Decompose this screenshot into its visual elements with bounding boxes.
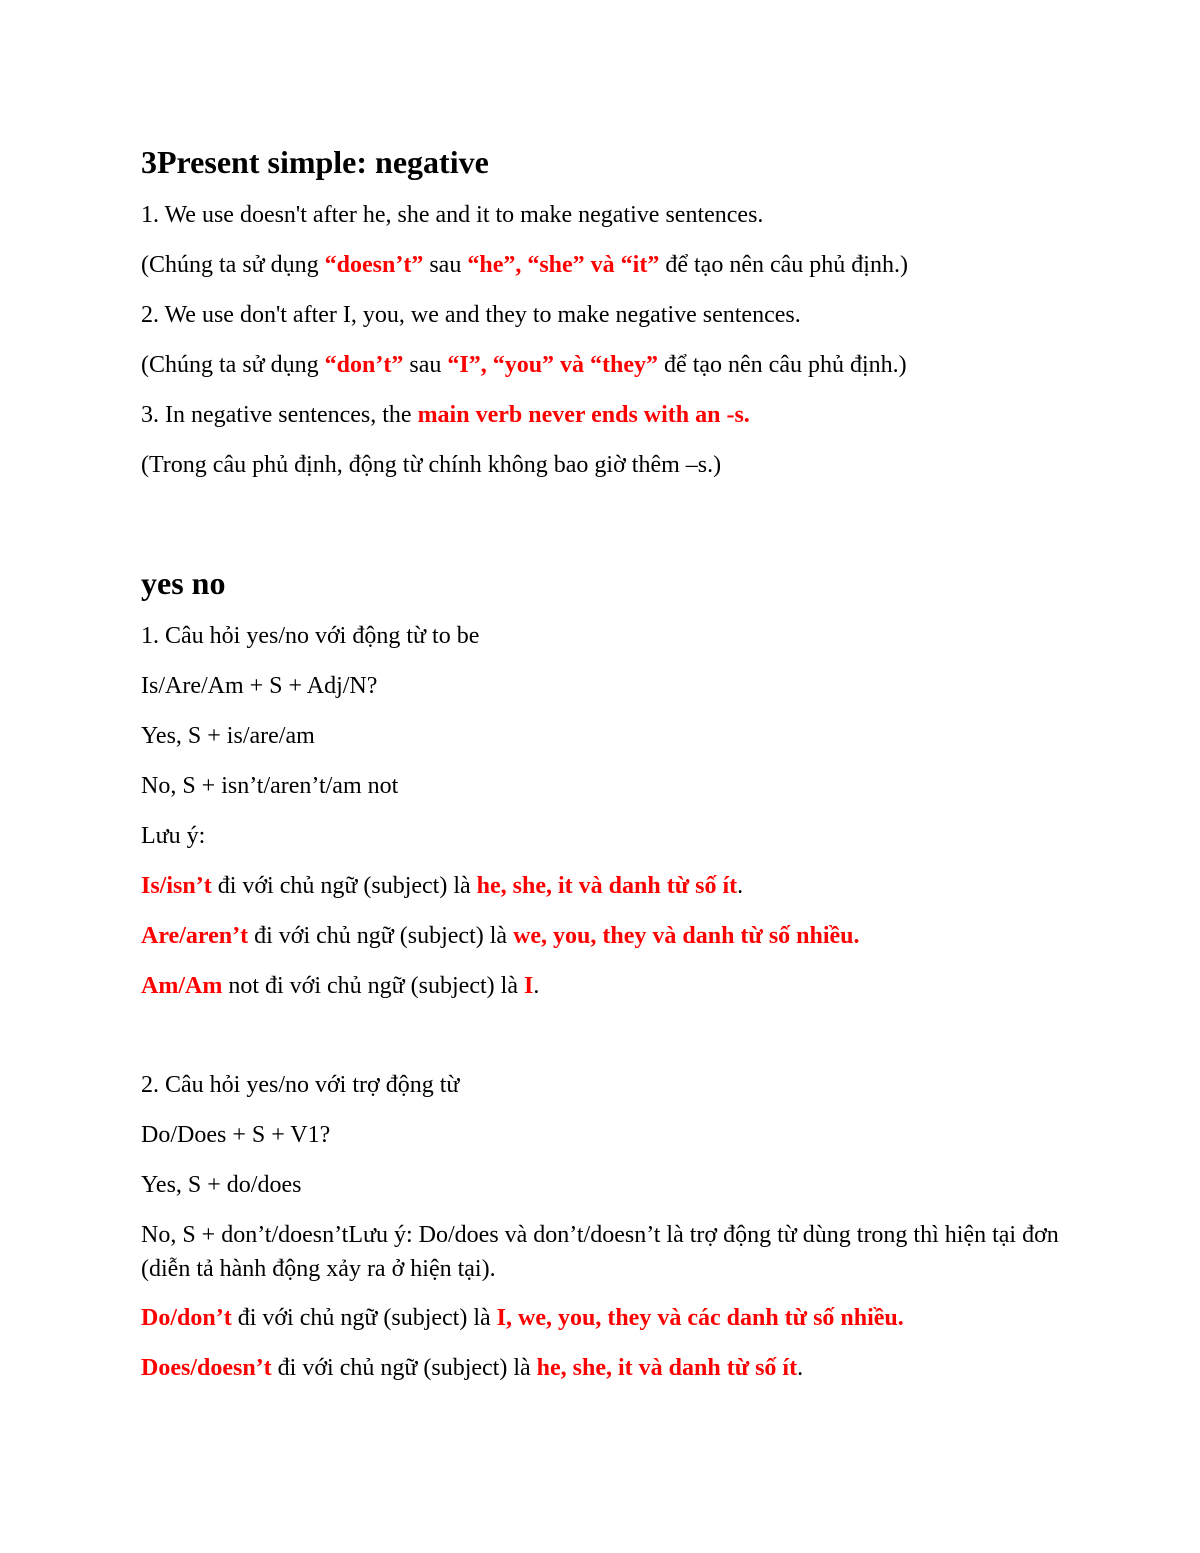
text-segment: . — [797, 1355, 804, 1381]
negative-rule-1: 1. We use doesn't after he, she and it to make negative sentences. — [141, 202, 764, 228]
text-segment: . — [533, 973, 540, 999]
formula-aux-no-and-note: No, S + don’t/doesn’tLưu ý: Do/does và don’t/doesn’t là trợ động từ dùng trong thì hiện tại đơn (diễn tả hành động xảy ra ở hiện tại). — [141, 1222, 1059, 1282]
highlight-singular-subjects: he, she, it và danh từ số ít — [476, 873, 738, 899]
highlight-i: I — [523, 973, 534, 999]
highlight-do-dont: Do/don’t — [141, 1305, 232, 1331]
text-segment: not đi với chủ ngữ (subject) là — [222, 973, 524, 999]
highlight-plural-subjects: we, you, they và danh từ số nhiều. — [513, 923, 860, 949]
highlight-is-isnt: Is/isn’t — [141, 873, 212, 899]
negative-rule-2: 2. We use don't after I, you, we and they to make negative sentences. — [141, 302, 801, 328]
text-segment: sau — [423, 252, 468, 278]
note-label: Lưu ý: — [141, 823, 206, 849]
yes-no-auxiliary-heading: 2. Câu hỏi yes/no với trợ động từ — [141, 1072, 460, 1098]
section-title-yes-no: yes no — [141, 565, 226, 601]
text-segment: 3. In negative sentences, the — [141, 402, 418, 428]
negative-rule-3 — [141, 399, 1071, 432]
highlight-are-arent: Are/aren’t — [141, 923, 249, 949]
highlight-doesnt: “doesn’t” — [324, 252, 424, 278]
highlight-am: Am/Am — [141, 973, 223, 999]
highlight-main-verb: main verb never ends with an -s. — [417, 402, 750, 428]
formula-to-be-no: No, S + isn’t/aren’t/am not — [141, 773, 399, 799]
text-segment: sau — [403, 352, 448, 378]
highlight-singular-subjects-aux: he, she, it và danh từ số ít — [536, 1355, 798, 1381]
note-is-isnt — [141, 870, 1071, 903]
highlight-he-she-it: “he”, “she” và “it” — [467, 252, 660, 278]
negative-rule-1-translation — [141, 249, 1071, 282]
text-segment: (Chúng ta sử dụng — [141, 352, 325, 378]
text-segment: . — [737, 873, 744, 899]
note-does-doesnt — [141, 1352, 1071, 1385]
note-am — [141, 970, 1071, 1003]
highlight-plural-subjects-aux: I, we, you, they và các danh từ số nhiều. — [496, 1305, 904, 1331]
note-do-dont — [141, 1302, 1071, 1335]
text-segment: đi với chủ ngữ (subject) là — [211, 873, 477, 899]
section-title-negative: 3Present simple: negative — [141, 144, 489, 180]
highlight-i-you-they: “I”, “you” và “they” — [447, 352, 659, 378]
text-segment: để tạo nên câu phủ định.) — [658, 352, 907, 378]
note-are-arent — [141, 920, 1071, 953]
formula-aux-yes: Yes, S + do/does — [141, 1172, 302, 1198]
document-page — [141, 140, 1071, 1385]
highlight-dont: “don’t” — [324, 352, 404, 378]
text-segment: đi với chủ ngữ (subject) là — [248, 923, 514, 949]
text-segment: đi với chủ ngữ (subject) là — [271, 1355, 537, 1381]
highlight-does-doesnt: Does/doesn’t — [141, 1355, 272, 1381]
text-segment: (Chúng ta sử dụng — [141, 252, 325, 278]
formula-aux-question: Do/Does + S + V1? — [141, 1122, 331, 1148]
negative-rule-2-translation — [141, 349, 1071, 382]
text-segment: đi với chủ ngữ (subject) là — [231, 1305, 497, 1331]
yes-no-to-be-heading: 1. Câu hỏi yes/no với động từ to be — [141, 623, 480, 649]
negative-rule-3-translation: (Trong câu phủ định, động từ chính không bao giờ thêm –s.) — [141, 452, 722, 478]
text-segment: để tạo nên câu phủ định.) — [659, 252, 908, 278]
formula-to-be-question: Is/Are/Am + S + Adj/N? — [141, 673, 378, 699]
formula-to-be-yes: Yes, S + is/are/am — [141, 723, 315, 749]
